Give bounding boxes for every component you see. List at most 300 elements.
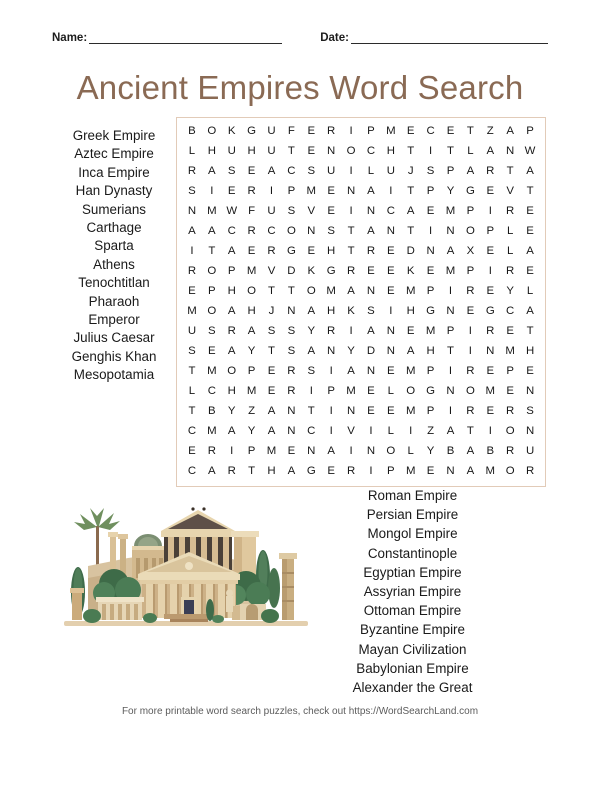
grid-cell[interactable]: N [366,445,376,458]
grid-cell[interactable]: M [207,365,217,378]
grid-cell[interactable]: O [386,445,396,458]
grid-cell[interactable]: L [367,165,375,178]
grid-cell[interactable]: G [286,245,296,258]
word-list-item-4[interactable]: Egyptian Empire [363,564,462,580]
grid-cell[interactable]: I [309,385,313,398]
grid-cell[interactable]: I [429,225,433,238]
grid-cell[interactable]: L [188,385,196,398]
grid-cell[interactable]: N [426,245,435,258]
grid-cell[interactable]: M [306,185,317,198]
grid-cell[interactable]: H [406,305,415,318]
grid-cell[interactable]: I [230,445,234,458]
grid-cell[interactable]: A [486,145,495,158]
grid-cell[interactable]: R [227,465,236,478]
grid-cell[interactable]: R [327,325,336,338]
grid-cell[interactable]: A [446,245,455,258]
grid-cell[interactable]: O [207,125,217,138]
grid-cell[interactable]: C [287,165,296,178]
word-list-item-8[interactable]: Tenochtitlan [78,275,150,291]
grid-cell[interactable]: E [267,385,276,398]
grid-cell[interactable]: O [207,265,217,278]
grid-cell[interactable]: I [349,165,353,178]
grid-cell[interactable]: E [486,245,495,258]
grid-cell[interactable]: U [187,325,197,338]
grid-cell[interactable]: I [468,345,472,358]
grid-cell[interactable]: E [188,285,196,298]
grid-cell[interactable]: T [447,145,454,158]
grid-cell[interactable]: U [327,165,336,178]
grid-cell[interactable]: O [286,225,296,238]
grid-cell[interactable]: E [526,365,534,378]
word-list-item-10[interactable]: Emperor [88,312,140,328]
grid-cell[interactable]: U [267,125,276,138]
grid-cell[interactable]: G [426,385,436,398]
grid-cell[interactable]: N [327,145,336,158]
grid-cell[interactable]: A [406,345,415,358]
grid-cell[interactable]: I [448,405,453,418]
grid-cell[interactable]: N [446,305,455,318]
grid-cell[interactable]: A [267,165,276,178]
grid-cell[interactable]: T [248,465,256,478]
word-list-item-1[interactable]: Aztec Empire [74,146,154,162]
grid-cell[interactable]: T [188,405,196,418]
grid-cell[interactable]: P [446,325,455,338]
grid-cell[interactable]: R [466,365,475,378]
grid-cell[interactable]: E [387,245,395,258]
grid-cell[interactable]: M [266,445,277,458]
grid-cell[interactable]: E [446,125,455,138]
grid-cell[interactable]: A [247,325,256,338]
grid-cell[interactable]: I [329,365,333,378]
grid-cell[interactable]: E [367,265,375,278]
grid-cell[interactable]: Y [227,405,236,418]
grid-cell[interactable]: H [386,145,395,158]
grid-cell[interactable]: C [506,305,515,318]
grid-cell[interactable]: E [506,385,514,398]
grid-cell[interactable]: A [466,445,475,458]
grid-cell[interactable]: R [466,285,475,298]
grid-cell[interactable]: K [406,265,415,278]
grid-cell[interactable]: Y [446,185,455,198]
grid-cell[interactable]: Y [247,425,256,438]
grid-cell[interactable]: I [329,405,333,418]
grid-cell[interactable]: H [426,345,435,358]
grid-cell[interactable]: R [187,265,197,278]
grid-cell[interactable]: M [326,285,336,298]
grid-cell[interactable]: P [446,165,455,178]
grid-cell[interactable]: T [188,365,196,378]
grid-cell[interactable]: N [307,225,316,238]
grid-cell[interactable]: C [307,425,316,438]
grid-cell[interactable]: P [426,185,435,198]
grid-cell[interactable]: C [187,425,197,438]
grid-cell[interactable]: O [465,385,475,398]
grid-cell[interactable]: I [369,465,373,478]
grid-cell[interactable]: M [405,465,416,478]
grid-cell[interactable]: L [506,225,514,238]
grid-cell[interactable]: E [486,405,495,418]
grid-cell[interactable]: T [268,285,275,298]
grid-cell[interactable]: Y [307,325,316,338]
word-list-item-11[interactable]: Julius Caesar [73,330,155,346]
word-list-item-6[interactable]: Sparta [94,238,134,254]
grid-cell[interactable]: J [268,305,275,318]
grid-cell[interactable]: T [466,125,474,138]
word-list-item-1[interactable]: Persian Empire [366,507,459,523]
grid-cell[interactable]: N [446,385,455,398]
grid-cell[interactable]: O [505,425,515,438]
grid-cell[interactable]: R [247,225,256,238]
grid-cell[interactable]: K [307,265,316,278]
grid-cell[interactable]: P [426,365,435,378]
grid-cell[interactable]: N [366,205,376,218]
grid-cell[interactable]: F [287,125,295,138]
grid-cell[interactable]: M [246,385,257,398]
grid-cell[interactable]: L [407,445,414,458]
grid-cell[interactable]: A [367,185,375,198]
word-list-item-8[interactable]: Mayan Civilization [358,641,467,657]
grid-cell[interactable]: A [188,225,196,238]
grid-cell[interactable]: I [210,185,214,198]
grid-cell[interactable]: S [287,325,296,338]
grid-cell[interactable]: H [327,245,336,258]
grid-cell[interactable]: E [307,125,316,138]
grid-cell[interactable]: P [367,125,375,138]
grid-cell[interactable]: G [247,125,257,138]
grid-cell[interactable]: I [369,425,373,438]
grid-cell[interactable]: A [287,465,296,478]
grid-cell[interactable]: E [387,405,395,418]
grid-cell[interactable]: U [267,205,276,218]
grid-cell[interactable]: E [327,185,335,198]
grid-cell[interactable]: L [506,245,514,258]
grid-cell[interactable]: A [506,125,514,138]
grid-cell[interactable]: D [287,265,296,278]
grid-cell[interactable]: P [227,265,236,278]
grid-cell[interactable]: A [307,305,316,318]
word-list-item-2[interactable]: Mongol Empire [367,526,458,542]
grid-cell[interactable]: G [485,305,495,318]
grid-cell[interactable]: A [526,305,534,318]
grid-cell[interactable]: T [506,165,514,178]
grid-cell[interactable]: L [387,385,394,398]
grid-cell[interactable]: R [287,385,296,398]
grid-cell[interactable]: N [187,205,197,218]
grid-cell[interactable]: E [406,125,415,138]
grid-cell[interactable]: N [386,345,395,358]
grid-cell[interactable]: P [426,405,435,418]
grid-cell[interactable]: P [247,365,256,378]
grid-cell[interactable]: E [247,245,256,258]
grid-cell[interactable]: A [227,245,236,258]
grid-cell[interactable]: R [366,245,376,258]
grid-cell[interactable]: E [486,365,495,378]
grid-cell[interactable]: R [506,405,515,418]
grid-cell[interactable]: A [327,445,335,458]
grid-cell[interactable]: A [267,405,276,418]
grid-cell[interactable]: U [227,145,236,158]
word-list-item-4[interactable]: Sumerians [81,201,146,217]
grid-cell[interactable]: I [409,425,413,438]
grid-cell[interactable]: E [387,285,395,298]
grid-cell[interactable]: N [525,425,535,438]
grid-cell[interactable]: E [307,145,316,158]
grid-cell[interactable]: C [366,145,376,158]
grid-cell[interactable]: T [466,425,474,438]
grid-cell[interactable]: T [407,145,415,158]
grid-cell[interactable]: R [506,205,515,218]
grid-cell[interactable]: H [327,305,336,318]
grid-cell[interactable]: O [465,225,475,238]
grid-cell[interactable]: N [346,405,356,418]
grid-cell[interactable]: M [445,205,456,218]
grid-cell[interactable]: P [486,225,495,238]
grid-cell[interactable]: T [287,285,295,298]
grid-cell[interactable]: I [349,205,353,218]
grid-cell[interactable]: T [268,345,275,358]
grid-cell[interactable]: M [405,285,416,298]
grid-cell[interactable]: P [208,285,216,298]
grid-cell[interactable]: R [207,445,216,458]
grid-cell[interactable]: T [447,345,454,358]
grid-cell[interactable]: H [227,385,236,398]
grid-cell[interactable]: C [426,125,435,138]
grid-cell[interactable]: T [287,145,295,158]
grid-cell[interactable]: P [526,125,534,138]
grid-cell[interactable]: R [525,465,535,478]
grid-cell[interactable]: N [525,385,535,398]
grid-cell[interactable]: T [347,245,355,258]
grid-cell[interactable]: S [227,165,236,178]
grid-cell[interactable]: E [208,345,216,358]
word-list-item-12[interactable]: Genghis Khan [71,348,157,364]
grid-cell[interactable]: I [190,245,194,258]
grid-cell[interactable]: E [387,265,395,278]
grid-cell[interactable]: I [389,185,393,198]
grid-cell[interactable]: R [247,185,256,198]
grid-cell[interactable]: E [426,465,435,478]
grid-cell[interactable]: A [307,345,316,358]
grid-cell[interactable]: E [188,445,196,458]
grid-cell[interactable]: R [486,325,495,338]
grid-cell[interactable]: N [287,405,296,418]
grid-cell[interactable]: E [387,365,395,378]
grid-cell[interactable]: U [267,145,276,158]
grid-cell[interactable]: R [227,325,236,338]
grid-cell[interactable]: M [346,385,356,398]
grid-cell[interactable]: E [367,405,375,418]
grid-cell[interactable]: I [389,305,393,318]
grid-cell[interactable]: E [486,285,495,298]
grid-cell[interactable]: O [227,365,237,378]
grid-cell[interactable]: I [329,425,333,438]
word-list-item-2[interactable]: Inca Empire [78,164,150,180]
grid-cell[interactable]: A [208,225,216,238]
name-input-rule[interactable] [89,32,282,44]
grid-cell[interactable]: E [426,265,435,278]
grid-cell[interactable]: S [208,325,216,338]
grid-cell[interactable]: H [267,465,276,478]
grid-cell[interactable]: R [346,265,356,278]
grid-cell[interactable]: P [247,445,256,458]
grid-cell[interactable]: P [466,265,475,278]
word-list-item-5[interactable]: Assyrian Empire [363,584,462,600]
word-list-item-0[interactable]: Greek Empire [72,128,156,143]
grid-cell[interactable]: A [347,285,355,298]
grid-cell[interactable]: R [506,445,515,458]
grid-cell[interactable]: T [307,405,315,418]
grid-cell[interactable]: W [524,145,536,158]
grid-cell[interactable]: A [267,425,276,438]
grid-cell[interactable]: B [208,405,216,418]
grid-cell[interactable]: I [349,125,353,138]
grid-cell[interactable]: N [486,345,495,358]
grid-cell[interactable]: S [188,345,196,358]
grid-cell[interactable]: A [227,305,236,318]
grid-cell[interactable]: N [386,325,395,338]
grid-cell[interactable]: A [406,205,415,218]
grid-cell[interactable]: C [386,205,395,218]
grid-cell[interactable]: A [208,165,216,178]
grid-cell[interactable]: B [486,445,495,458]
word-list-item-0[interactable]: Roman Empire [367,488,458,503]
grid-cell[interactable]: A [466,465,475,478]
grid-cell[interactable]: P [327,385,335,398]
grid-cell[interactable]: L [188,145,196,158]
grid-cell[interactable]: E [526,225,534,238]
grid-cell[interactable]: E [287,445,296,458]
grid-cell[interactable]: L [387,425,394,438]
grid-cell[interactable]: P [426,285,435,298]
grid-cell[interactable]: N [446,225,455,238]
grid-cell[interactable]: B [446,445,455,458]
grid-cell[interactable]: W [226,205,238,218]
grid-cell[interactable]: P [466,205,475,218]
grid-cell[interactable]: N [287,305,296,318]
grid-cell[interactable]: S [287,205,296,218]
grid-cell[interactable]: N [366,365,376,378]
grid-cell[interactable]: C [227,225,236,238]
grid-cell[interactable]: M [485,465,496,478]
grid-cell[interactable]: A [446,425,455,438]
grid-cell[interactable]: N [386,225,395,238]
grid-cell[interactable]: V [267,265,276,278]
grid-cell[interactable]: V [347,425,355,438]
grid-cell[interactable]: N [506,145,515,158]
grid-cell[interactable]: K [347,305,355,318]
grid-cell[interactable]: M [405,405,416,418]
grid-cell[interactable]: A [347,365,355,378]
word-list-item-10[interactable]: Alexander the Great [352,680,473,696]
grid-cell[interactable]: M [386,125,396,138]
grid-cell[interactable]: Y [247,345,256,358]
word-list-item-13[interactable]: Mesopotamia [73,367,155,383]
grid-cell[interactable]: H [247,145,256,158]
word-list-item-7[interactable]: Athens [93,256,135,272]
grid-cell[interactable]: D [366,345,376,358]
grid-cell[interactable]: G [326,265,336,278]
grid-cell[interactable]: A [526,165,534,178]
grid-cell[interactable]: T [407,225,415,238]
grid-cell[interactable]: A [526,245,534,258]
grid-cell[interactable]: O [207,305,217,318]
grid-cell[interactable]: R [466,405,475,418]
grid-cell[interactable]: N [327,345,336,358]
grid-cell[interactable]: R [346,465,356,478]
grid-cell[interactable]: R [486,165,495,178]
grid-cell[interactable]: Z [427,425,435,438]
word-list-item-5[interactable]: Carthage [86,220,142,236]
grid-cell[interactable]: E [227,185,236,198]
grid-cell[interactable]: N [366,285,376,298]
grid-cell[interactable]: S [367,305,375,318]
grid-cell[interactable]: O [247,285,257,298]
grid-cell[interactable]: V [506,185,514,198]
grid-cell[interactable]: I [269,185,274,198]
grid-cell[interactable]: I [349,445,353,458]
grid-cell[interactable]: M [246,265,257,278]
grid-cell[interactable]: I [448,285,453,298]
word-list-item-7[interactable]: Byzantine Empire [360,622,465,638]
grid-cell[interactable]: E [267,365,276,378]
grid-cell[interactable]: H [227,285,236,298]
grid-cell[interactable]: T [526,325,534,338]
grid-cell[interactable]: M [207,425,217,438]
grid-cell[interactable]: M [187,305,197,318]
grid-cell[interactable]: I [448,365,453,378]
grid-cell[interactable]: E [367,385,375,398]
grid-cell[interactable]: P [387,465,395,478]
grid-cell[interactable]: I [429,145,433,158]
grid-cell[interactable]: E [526,265,534,278]
grid-cell[interactable]: C [267,225,276,238]
grid-cell[interactable]: N [346,185,356,198]
grid-cell[interactable]: I [488,265,492,278]
grid-cell[interactable]: R [187,165,197,178]
grid-cell[interactable]: S [307,165,316,178]
grid-cell[interactable]: K [227,125,236,138]
grid-cell[interactable]: E [327,465,335,478]
grid-cell[interactable]: U [386,165,395,178]
grid-cell[interactable]: E [406,325,415,338]
grid-cell[interactable]: I [468,325,472,338]
grid-cell[interactable]: G [465,185,475,198]
grid-cell[interactable]: S [526,405,534,418]
grid-cell[interactable]: S [188,185,196,198]
grid-cell[interactable]: C [187,465,197,478]
grid-cell[interactable]: A [367,325,375,338]
grid-cell[interactable]: M [207,205,217,218]
grid-cell[interactable]: O [406,385,416,398]
grid-cell[interactable]: Z [486,125,494,138]
grid-cell[interactable]: E [526,205,534,218]
grid-cell[interactable]: O [505,465,515,478]
word-list-item-9[interactable]: Pharaoh [88,293,140,309]
grid-cell[interactable]: E [466,305,475,318]
grid-cell[interactable]: N [307,445,316,458]
grid-cell[interactable]: E [506,325,514,338]
grid-cell[interactable]: A [466,165,475,178]
date-input-rule[interactable] [351,32,548,44]
grid-cell[interactable]: T [208,245,216,258]
grid-cell[interactable]: Y [347,345,355,358]
grid-cell[interactable]: C [207,385,216,398]
grid-cell[interactable]: M [505,345,515,358]
grid-cell[interactable]: S [426,165,435,178]
grid-cell[interactable]: S [307,365,316,378]
grid-cell[interactable]: I [349,325,353,338]
grid-cell[interactable]: A [367,225,375,238]
